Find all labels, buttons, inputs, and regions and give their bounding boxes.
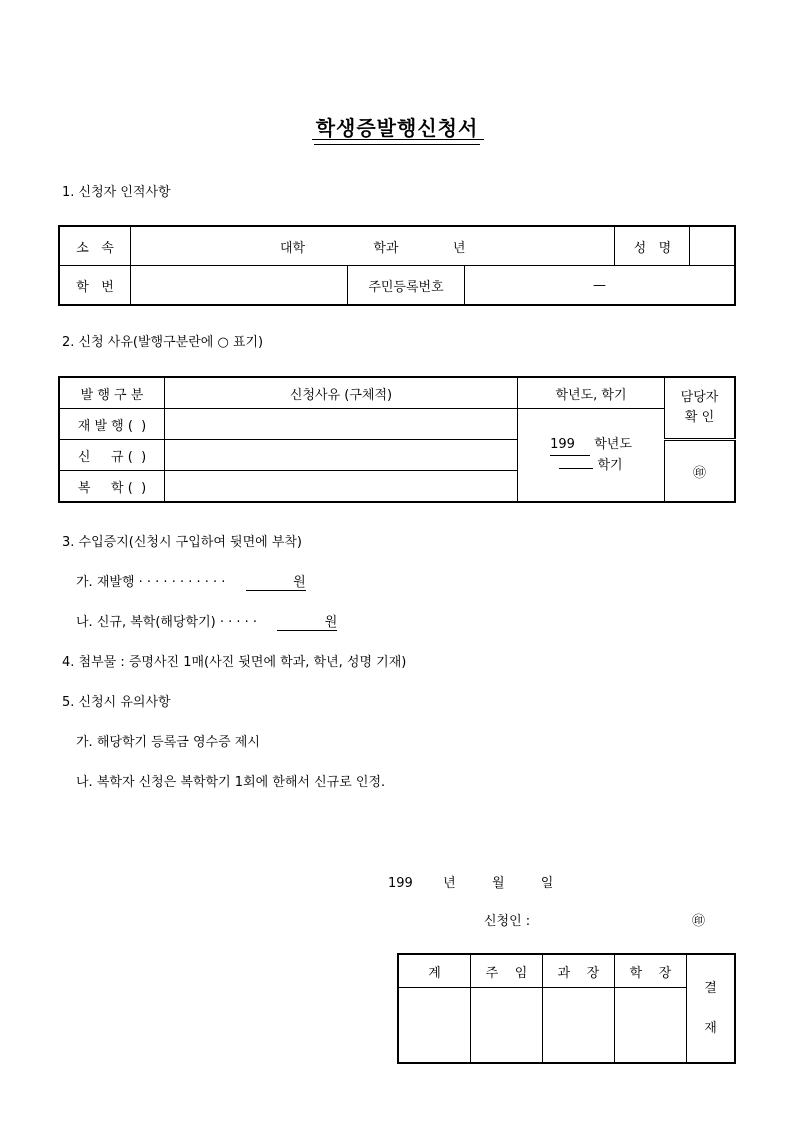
term-suffix: 학기 [597, 457, 623, 473]
name-label: 성 명 [615, 226, 690, 266]
reason-header: 신청사유 (구체적) [165, 377, 518, 409]
check-header [665, 377, 736, 440]
stamp-reissue-amount[interactable]: 원 [246, 571, 306, 591]
year-suffix: 학년도 [594, 436, 632, 452]
applicant-info-table [58, 225, 736, 306]
approval-sign-3[interactable] [543, 988, 615, 1064]
date-year: 199 [388, 876, 413, 891]
approval-side-label [687, 954, 736, 1063]
applicant-label: 신청인 : [484, 914, 531, 929]
rrn-separator: — [593, 277, 606, 293]
approval-side-1: 결 [704, 980, 717, 996]
rrn-field[interactable] [465, 266, 736, 306]
approval-col-2: 주 임 [471, 954, 543, 988]
reissue-row-label[interactable]: 재 발 행 ( ) [59, 409, 165, 440]
stamp-reissue-line [76, 571, 306, 591]
reason-field-2[interactable] [165, 440, 518, 471]
date-line [388, 872, 553, 891]
approval-table [397, 953, 736, 1064]
stamp-new-label: 나. 신규, 복학(해당학기) · · · · · [76, 615, 258, 630]
date-month-label: 월 [491, 876, 505, 891]
student-no-field[interactable] [131, 266, 348, 306]
reason-table [58, 376, 736, 503]
return-row-label[interactable]: 복 학 ( ) [59, 471, 165, 503]
approval-col-1: 계 [398, 954, 471, 988]
affiliation-field[interactable] [131, 226, 615, 266]
stamp-new-line [76, 611, 337, 631]
check-header-line1: 담당자 [680, 390, 719, 405]
dept-label: 학과 [373, 240, 399, 256]
reason-field-1[interactable] [165, 409, 518, 440]
date-year-label: 년 [443, 876, 456, 891]
approval-sign-4[interactable] [615, 988, 687, 1064]
section5-heading: 5. 신청시 유의사항 [62, 695, 171, 710]
section3-heading: 3. 수입증지(신청시 구입하여 뒷면에 부착) [62, 535, 303, 550]
stamp-new-amount[interactable]: 원 [277, 611, 337, 631]
approval-col-3: 과 장 [543, 954, 615, 988]
term-header: 학년도, 학기 [518, 377, 665, 409]
date-day-label: 일 [540, 876, 554, 891]
applicant-seal-icon: ㊞ [692, 914, 706, 929]
notice-a: 가. 해당학기 등록금 영수증 제시 [76, 735, 260, 750]
affiliation-label: 소 속 [59, 226, 131, 266]
title-underline [312, 139, 484, 140]
approval-col-4: 학 장 [615, 954, 687, 988]
rrn-label: 주민등록번호 [348, 266, 465, 306]
check-seal-cell[interactable] [665, 440, 736, 503]
approval-sign-1[interactable] [398, 988, 471, 1064]
notice-b: 나. 복학자 신청은 복학학기 1회에 한해서 신규로 인정. [76, 775, 386, 790]
page-title: 학생증발행신청서 [0, 112, 794, 141]
section4-heading: 4. 첨부물 : 증명사진 1매(사진 뒷면에 학과, 학년, 성명 기재) [62, 655, 407, 670]
reason-field-3[interactable] [165, 471, 518, 503]
type-header: 발 행 구 분 [59, 377, 165, 409]
term-field[interactable] [518, 409, 665, 503]
seal-icon: ㊞ [692, 465, 706, 481]
check-header-line2: 확 인 [684, 410, 715, 425]
stamp-reissue-label: 가. 재발행 · · · · · · · · · · · [76, 575, 226, 590]
year-prefix: 199 [550, 435, 590, 456]
univ-label: 대학 [280, 240, 306, 256]
student-no-label: 학 번 [59, 266, 131, 306]
section1-heading: 1. 신청자 인적사항 [62, 185, 171, 200]
name-field[interactable] [690, 226, 735, 266]
approval-sign-2[interactable] [471, 988, 543, 1064]
new-row-label[interactable]: 신 규 ( ) [59, 440, 165, 471]
section2-heading: 2. 신청 사유(발행구분란에 ○ 표기) [62, 335, 264, 350]
approval-side-2: 재 [704, 1020, 717, 1036]
year-label: 년 [452, 240, 466, 256]
